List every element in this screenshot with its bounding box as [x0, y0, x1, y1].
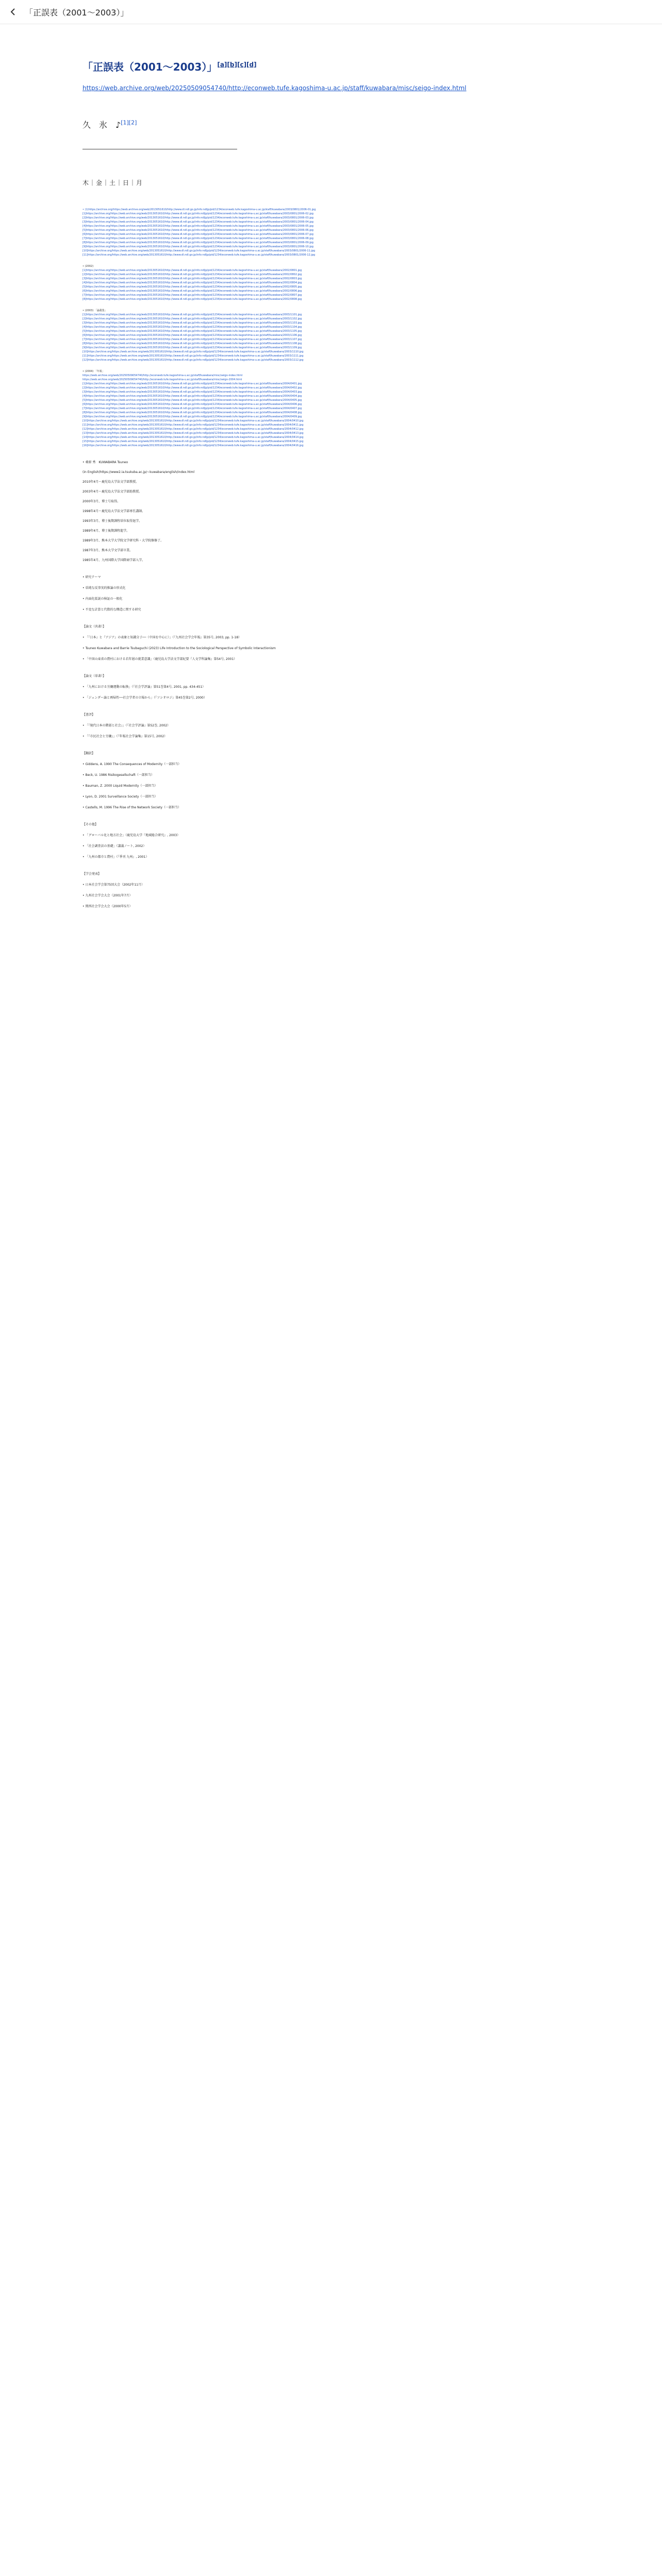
section-2003	[82, 309, 580, 362]
section-2004-title: • (2004) 「年報」	[82, 370, 105, 373]
section-item: • Lyon, D. 2001 Surveillance Society（一部担当）	[82, 795, 158, 799]
section-item: • 内面化仮説の検証の一般化	[82, 597, 123, 601]
link-item[interactable]: [7]https://archive.org/https://web.archive.org/web/2013051610/http://www.dl.ndl.go.jp/info:ndljp/pid/1234/econweb.tufe.kagoshima-u.ac.jp/staff/kuwabara/2003/1107.jpg	[82, 338, 302, 341]
section-block	[82, 872, 580, 909]
link-item[interactable]: [9]https://archive.org/https://web.archive.org/web/2013051610/http://www.dl.ndl.go.jp/info:ndljp/pid/1234/econweb.tufe.kagoshima-u.ac.jp/staff/kuwabara/2003/1109.jpg	[82, 346, 302, 349]
link-item[interactable]: • (1)https://archive.org/https://web.archive.org/web/2013051610/http://www.dl.ndl.go.jp/info:ndljp/pid/1234/econweb.tufe.kagoshima-u.ac.jp/staff/kuwabara/2003/0801/2006-01.jpg	[82, 208, 316, 211]
source-url[interactable]: https://web.archive.org/web/20250509054740/http://econweb.tufe.kagoshima-u.ac.jp/staff/kuwabara/misc/seigo-index.html	[82, 84, 467, 92]
link-item[interactable]: [4]https://archive.org/https://web.archive.org/web/2013051610/http://www.dl.ndl.go.jp/info:ndljp/pid/1234/econweb.tufe.kagoshima-u.ac.jp/staff/kuwabara/2004/0404.jpg	[82, 395, 302, 398]
link-item[interactable]: [12]https://archive.org/https://web.archive.org/web/2013051610/http://www.dl.ndl.go.jp/info:ndljp/pid/1234/econweb.tufe.kagoshima-u.ac.jp/staff/kuwabara/2004/0412.jpg	[82, 428, 304, 431]
section-block	[82, 624, 580, 662]
link-item[interactable]: https://web.archive.org/web/20250509054740/http://econweb.tufe.kagoshima-u.ac.jp/staff/kuwabara/misc/seigo-2004.html	[82, 378, 242, 381]
link-item[interactable]: [11]https://archive.org/https://web.archive.org/web/2013051610/http://www.dl.ndl.go.jp/info:ndljp/pid/1234/econweb.tufe.kagoshima-u.ac.jp/staff/kuwabara/2003/0801/2006-12.jpg	[82, 253, 316, 257]
link-item[interactable]: [12]https://archive.org/https://web.archive.org/web/2013051610/http://www.dl.ndl.go.jp/info:ndljp/pid/1234/econweb.tufe.kagoshima-u.ac.jp/staff/kuwabara/2003/1112.jpg	[82, 359, 304, 362]
toc-line: 木｜金｜土｜日｜月	[82, 179, 143, 187]
section-item: • 関西社会学会大会（2000年5月）	[82, 905, 133, 908]
link-item[interactable]: [2]https://archive.org/https://web.archive.org/web/2013051610/http://www.dl.ndl.go.jp/info:ndljp/pid/1234/econweb.tufe.kagoshima-u.ac.jp/staff/kuwabara/2003/0801/2006-03.jpg	[82, 216, 313, 219]
section-title: 【その他】	[82, 823, 98, 826]
history-item: 2003年4月〜鹿児島大学法文学部助教授。	[82, 490, 142, 494]
section-item: • Beck, U. 1986 Risikogesellschaft（一部担当）	[82, 773, 154, 777]
link-item[interactable]: [8]https://archive.org/https://web.archive.org/web/2013051610/http://www.dl.ndl.go.jp/info:ndljp/pid/1234/econweb.tufe.kagoshima-u.ac.jp/staff/kuwabara/2004/0408.jpg	[82, 411, 302, 414]
author-section	[82, 460, 580, 563]
section-block	[82, 822, 580, 859]
section-item: • 不変な計算と代数的な構造に関する研究	[82, 608, 141, 612]
section-item: • Castells, M. 1996 The Rise of the Network Society（一部担当）	[82, 806, 181, 809]
section-title: 【論文（共著）】	[82, 625, 106, 629]
section-item: • 「ジェンダー論と再帰性──社会学者の立場から」（『ソシオロジ』第45巻第2号, 2000）	[82, 696, 207, 700]
link-item[interactable]: [1]https://archive.org/https://web.archive.org/web/2013051610/http://www.dl.ndl.go.jp/info:ndljp/pid/1234/econweb.tufe.kagoshima-u.ac.jp/staff/kuwabara/2003/0801/2006-02.jpg	[82, 212, 313, 215]
link-item[interactable]: [16]https://archive.org/https://web.archive.org/web/2013051610/http://www.dl.ndl.go.jp/info:ndljp/pid/1234/econweb.tufe.kagoshima-u.ac.jp/staff/kuwabara/2004/0416.jpg	[82, 444, 304, 447]
section-item: • Giddens, A. 1990 The Consequences of Modernity（一部担当）	[82, 762, 181, 766]
section-item: • Bauman, Z. 2000 Liquid Modernity（一部担当）	[82, 784, 158, 788]
section-title: 【翻訳】	[82, 752, 95, 755]
topbar-title: 「正誤表（2001〜2003）」	[25, 7, 129, 18]
link-item[interactable]: [4]https://archive.org/https://web.archive.org/web/2013051610/http://www.dl.ndl.go.jp/info:ndljp/pid/1234/econweb.tufe.kagoshima-u.ac.jp/staff/kuwabara/2003/0801/2006-05.jpg	[82, 225, 313, 228]
history-item: 1998年4月〜鹿児島大学法文学部専任講師。	[82, 510, 145, 513]
section-item: • 九州社会学会大会（2001年7月）	[82, 894, 133, 897]
section-item: • 「グローバル化と地方社会」（鹿児島大学『地域総合研究』, 2003）	[82, 834, 180, 837]
page-title: 「正誤表（2001〜2003）」[a][b][c][d]	[82, 61, 257, 73]
section-item: • 「中国山東省の農村における若年層の就業意識」（鹿児島大学法文学部紀要『人文学科論集』第54号, 2001）	[82, 657, 237, 661]
link-item[interactable]: [9]https://archive.org/https://web.archive.org/web/2013051610/http://www.dl.ndl.go.jp/info:ndljp/pid/1234/econweb.tufe.kagoshima-u.ac.jp/staff/kuwabara/2003/0801/2006-10.jpg	[82, 245, 313, 248]
link-item[interactable]: [1]https://archive.org/https://web.archive.org/web/2013051610/http://www.dl.ndl.go.jp/info:ndljp/pid/1234/econweb.tufe.kagoshima-u.ac.jp/staff/kuwabara/2002/0801.jpg	[82, 269, 302, 272]
section-item: • 「『日本』と『アジア』の表象と知識分子──（中国を中心に）」（『九州社会学会年報』第35号, 2003, pp. 1-18）	[82, 636, 242, 639]
top-bar	[0, 0, 662, 24]
section-block	[82, 751, 580, 810]
section-item: • 「『現代日本の階層と社会』」（『社会学評論』第52巻, 2002）	[82, 724, 171, 727]
author-line: • 桑原 秀 KUWABARA Tsuneo	[82, 461, 128, 464]
link-item[interactable]: [4]https://archive.org/https://web.archive.org/web/2013051610/http://www.dl.ndl.go.jp/info:ndljp/pid/1234/econweb.tufe.kagoshima-u.ac.jp/staff/kuwabara/2003/1104.jpg	[82, 326, 302, 329]
section-item: • 日本社会学会第75回大会（2002年11月）	[82, 883, 144, 887]
link-item[interactable]: [2]https://archive.org/https://web.archive.org/web/2013051610/http://www.dl.ndl.go.jp/info:ndljp/pid/1234/econweb.tufe.kagoshima-u.ac.jp/staff/kuwabara/2002/0802.jpg	[82, 273, 302, 276]
link-item[interactable]: [6]https://archive.org/https://web.archive.org/web/2013051610/http://www.dl.ndl.go.jp/info:ndljp/pid/1234/econweb.tufe.kagoshima-u.ac.jp/staff/kuwabara/2003/1106.jpg	[82, 334, 302, 337]
link-item[interactable]: https://web.archive.org/web/20250509054740/http://econweb.tufe.kagoshima-u.ac.jp/staff/kuwabara/misc/seigo-index.html	[82, 374, 243, 377]
section-title: 【論文（単著）】	[82, 674, 106, 678]
link-item[interactable]: [3]https://archive.org/https://web.archive.org/web/2013051610/http://www.dl.ndl.go.jp/info:ndljp/pid/1234/econweb.tufe.kagoshima-u.ac.jp/staff/kuwabara/2003/1103.jpg	[82, 321, 302, 325]
history-item: 2010年4月〜鹿児島大学法文学部教授。	[82, 480, 139, 484]
link-item[interactable]: [3]https://archive.org/https://web.archive.org/web/2013051610/http://www.dl.ndl.go.jp/info:ndljp/pid/1234/econweb.tufe.kagoshima-u.ac.jp/staff/kuwabara/2004/0403.jpg	[82, 391, 302, 394]
section-item: • 「九州における労働運動の転換」（『社会学評論』第51巻第4号, 2001, pp. 434-451）	[82, 685, 206, 689]
section-block	[82, 575, 580, 612]
link-item[interactable]: [10]https://archive.org/https://web.archive.org/web/2013051610/http://www.dl.ndl.go.jp/info:ndljp/pid/1234/econweb.tufe.kagoshima-u.ac.jp/staff/kuwabara/2004/0410.jpg	[82, 419, 304, 422]
link-item[interactable]: [7]https://archive.org/https://web.archive.org/web/2013051610/http://www.dl.ndl.go.jp/info:ndljp/pid/1234/econweb.tufe.kagoshima-u.ac.jp/staff/kuwabara/2004/0407.jpg	[82, 407, 302, 410]
section-item: • 「『市民社会と労働』」（『年報社会学論集』第15号, 2002）	[82, 735, 168, 738]
link-item[interactable]: [8]https://archive.org/https://web.archive.org/web/2013051610/http://www.dl.ndl.go.jp/info:ndljp/pid/1234/econweb.tufe.kagoshima-u.ac.jp/staff/kuwabara/2003/0801/2006-09.jpg	[82, 241, 313, 244]
section-2001	[82, 208, 580, 257]
link-item[interactable]: [14]https://archive.org/https://web.archive.org/web/2013051610/http://www.dl.ndl.go.jp/info:ndljp/pid/1234/econweb.tufe.kagoshima-u.ac.jp/staff/kuwabara/2004/0414.jpg	[82, 436, 304, 439]
sections	[82, 575, 580, 909]
section-block	[82, 674, 580, 700]
link-item[interactable]: [1]https://archive.org/https://web.archive.org/web/2013051610/http://www.dl.ndl.go.jp/info:ndljp/pid/1234/econweb.tufe.kagoshima-u.ac.jp/staff/kuwabara/2004/0401.jpg	[82, 382, 302, 385]
link-item[interactable]: [6]https://archive.org/https://web.archive.org/web/2013051610/http://www.dl.ndl.go.jp/info:ndljp/pid/1234/econweb.tufe.kagoshima-u.ac.jp/staff/kuwabara/2002/0806.jpg	[82, 290, 302, 293]
link-item[interactable]: [8]https://archive.org/https://web.archive.org/web/2013051610/http://www.dl.ndl.go.jp/info:ndljp/pid/1234/econweb.tufe.kagoshima-u.ac.jp/staff/kuwabara/2003/1108.jpg	[82, 342, 302, 345]
link-item[interactable]: [6]https://archive.org/https://web.archive.org/web/2013051610/http://www.dl.ndl.go.jp/info:ndljp/pid/1234/econweb.tufe.kagoshima-u.ac.jp/staff/kuwabara/2004/0406.jpg	[82, 403, 302, 406]
link-item[interactable]: [5]https://archive.org/https://web.archive.org/web/2013051610/http://www.dl.ndl.go.jp/info:ndljp/pid/1234/econweb.tufe.kagoshima-u.ac.jp/staff/kuwabara/2003/0801/2006-06.jpg	[82, 229, 313, 232]
section-title: • 研究テーマ	[82, 575, 101, 579]
link-item[interactable]: [11]https://archive.org/https://web.archive.org/web/2013051610/http://www.dl.ndl.go.jp/info:ndljp/pid/1234/econweb.tufe.kagoshima-u.ac.jp/staff/kuwabara/2003/1111.jpg	[82, 354, 304, 358]
section-item: • 「九州の都市と農村」（『季刊 九州』, 2001）	[82, 855, 149, 859]
link-list-2001	[82, 208, 580, 257]
link-item[interactable]: [8]https://archive.org/https://web.archive.org/web/2013051610/http://www.dl.ndl.go.jp/info:ndljp/pid/1234/econweb.tufe.kagoshima-u.ac.jp/staff/kuwabara/2002/0808.jpg	[82, 298, 302, 301]
link-item[interactable]: [10]https://archive.org/https://web.archive.org/web/2013051610/http://www.dl.ndl.go.jp/info:ndljp/pid/1234/econweb.tufe.kagoshima-u.ac.jp/staff/kuwabara/2003/1110.jpg	[82, 350, 304, 353]
link-item[interactable]: [5]https://archive.org/https://web.archive.org/web/2013051610/http://www.dl.ndl.go.jp/info:ndljp/pid/1234/econweb.tufe.kagoshima-u.ac.jp/staff/kuwabara/2003/1105.jpg	[82, 330, 302, 333]
section-2004	[82, 369, 580, 448]
link-item[interactable]: [15]https://archive.org/https://web.archive.org/web/2013051610/http://www.dl.ndl.go.jp/info:ndljp/pid/1234/econweb.tufe.kagoshima-u.ac.jp/staff/kuwabara/2004/0415.jpg	[82, 440, 304, 443]
history-item: 1987年3月、熊本大学文学部卒業。	[82, 549, 133, 552]
author-english[interactable]: (in English)https://www2.ia.tsukuba.ac.jp/~kuwabara/english/index.html	[82, 470, 195, 474]
history-item: 1989年3月、熊本大学大学院文学研究科・大学院修修了。	[82, 539, 164, 543]
history-item: 1985年4月、九州国際大学国際商学部入学。	[82, 558, 145, 562]
link-item[interactable]: [1]https://archive.org/https://web.archive.org/web/2013051610/http://www.dl.ndl.go.jp/info:ndljp/pid/1234/econweb.tufe.kagoshima-u.ac.jp/staff/kuwabara/2003/1101.jpg	[82, 313, 302, 316]
link-item[interactable]: [4]https://archive.org/https://web.archive.org/web/2013051610/http://www.dl.ndl.go.jp/info:ndljp/pid/1234/econweb.tufe.kagoshima-u.ac.jp/staff/kuwabara/2002/0804.jpg	[82, 281, 302, 284]
link-item[interactable]: [10]https://archive.org/https://web.archive.org/web/2013051610/http://www.dl.ndl.go.jp/info:ndljp/pid/1234/econweb.tufe.kagoshima-u.ac.jp/staff/kuwabara/2003/0801/2006-11.jpg	[82, 249, 316, 252]
link-item[interactable]: [5]https://archive.org/https://web.archive.org/web/2013051610/http://www.dl.ndl.go.jp/info:ndljp/pid/1234/econweb.tufe.kagoshima-u.ac.jp/staff/kuwabara/2004/0405.jpg	[82, 399, 302, 402]
link-item[interactable]: [2]https://archive.org/https://web.archive.org/web/2013051610/http://www.dl.ndl.go.jp/info:ndljp/pid/1234/econweb.tufe.kagoshima-u.ac.jp/staff/kuwabara/2003/1102.jpg	[82, 317, 302, 320]
section-item: • 単純な反事実的推論の形式化	[82, 586, 126, 590]
history-item: 1993年3月、博士後期課程単位取得退学。	[82, 519, 142, 523]
section-title: 【書評】	[82, 713, 95, 717]
link-item[interactable]: [13]https://archive.org/https://web.archive.org/web/2013051610/http://www.dl.ndl.go.jp/info:ndljp/pid/1234/econweb.tufe.kagoshima-u.ac.jp/staff/kuwabara/2004/0413.jpg	[82, 432, 304, 435]
title-footnote-links[interactable]: [a][b][c][d]	[217, 61, 257, 69]
link-item[interactable]: [9]https://archive.org/https://web.archive.org/web/2013051610/http://www.dl.ndl.go.jp/info:ndljp/pid/1234/econweb.tufe.kagoshima-u.ac.jp/staff/kuwabara/2004/0409.jpg	[82, 415, 302, 418]
link-list-2003	[82, 313, 580, 362]
link-item[interactable]: [2]https://archive.org/https://web.archive.org/web/2013051610/http://www.dl.ndl.go.jp/info:ndljp/pid/1234/econweb.tufe.kagoshima-u.ac.jp/staff/kuwabara/2004/0402.jpg	[82, 386, 302, 389]
section-2003-title: • (2003) 「論叢集」	[82, 309, 107, 312]
section-2002-title: • (2002)	[82, 265, 94, 268]
link-list-2002	[82, 268, 580, 301]
sub-heading: 久 氷 ♪[1][2]	[82, 119, 137, 130]
link-item[interactable]: [7]https://archive.org/https://web.archive.org/web/2013051610/http://www.dl.ndl.go.jp/info:ndljp/pid/1234/econweb.tufe.kagoshima-u.ac.jp/staff/kuwabara/2003/0801/2006-08.jpg	[82, 237, 313, 240]
section-item: • 「社会調査法の基礎」（講義ノート, 2002）	[82, 844, 146, 848]
document-body	[82, 24, 580, 909]
link-item[interactable]: [3]https://archive.org/https://web.archive.org/web/2013051610/http://www.dl.ndl.go.jp/info:ndljp/pid/1234/econweb.tufe.kagoshima-u.ac.jp/staff/kuwabara/2002/0803.jpg	[82, 277, 302, 280]
history-item: 1989年4月、博士後期課程進学。	[82, 529, 130, 533]
section-item: • Tsuneo Kuwabara and Barrie Tsubaguchi (2023) Life Introduction to the Sociological Perspective of Symbolic Interactionism	[82, 647, 276, 650]
link-item[interactable]: [5]https://archive.org/https://web.archive.org/web/2013051610/http://www.dl.ndl.go.jp/info:ndljp/pid/1234/econweb.tufe.kagoshima-u.ac.jp/staff/kuwabara/2002/0805.jpg	[82, 285, 302, 289]
section-title: 【学会発表】	[82, 872, 102, 876]
link-item[interactable]: [3]https://archive.org/https://web.archive.org/web/2013051610/http://www.dl.ndl.go.jp/info:ndljp/pid/1234/econweb.tufe.kagoshima-u.ac.jp/staff/kuwabara/2003/0801/2006-04.jpg	[82, 221, 313, 224]
link-item[interactable]: [11]https://archive.org/https://web.archive.org/web/2013051610/http://www.dl.ndl.go.jp/info:ndljp/pid/1234/econweb.tufe.kagoshima-u.ac.jp/staff/kuwabara/2004/0411.jpg	[82, 423, 304, 427]
section-block	[82, 713, 580, 739]
history-item: 2000年3月、博士号取得。	[82, 500, 121, 503]
back-arrow-icon[interactable]	[3, 2, 24, 22]
link-list-2004	[82, 382, 580, 448]
author-history	[82, 480, 580, 563]
sub-heading-footnotes[interactable]: [1][2]	[121, 119, 137, 126]
link-item[interactable]: [7]https://archive.org/https://web.archive.org/web/2013051610/http://www.dl.ndl.go.jp/info:ndljp/pid/1234/econweb.tufe.kagoshima-u.ac.jp/staff/kuwabara/2002/0807.jpg	[82, 294, 302, 297]
section-2002	[82, 264, 580, 301]
link-item[interactable]: [6]https://archive.org/https://web.archive.org/web/2013051610/http://www.dl.ndl.go.jp/info:ndljp/pid/1234/econweb.tufe.kagoshima-u.ac.jp/staff/kuwabara/2003/0801/2006-07.jpg	[82, 233, 313, 236]
link-list-2004-main	[82, 374, 580, 382]
